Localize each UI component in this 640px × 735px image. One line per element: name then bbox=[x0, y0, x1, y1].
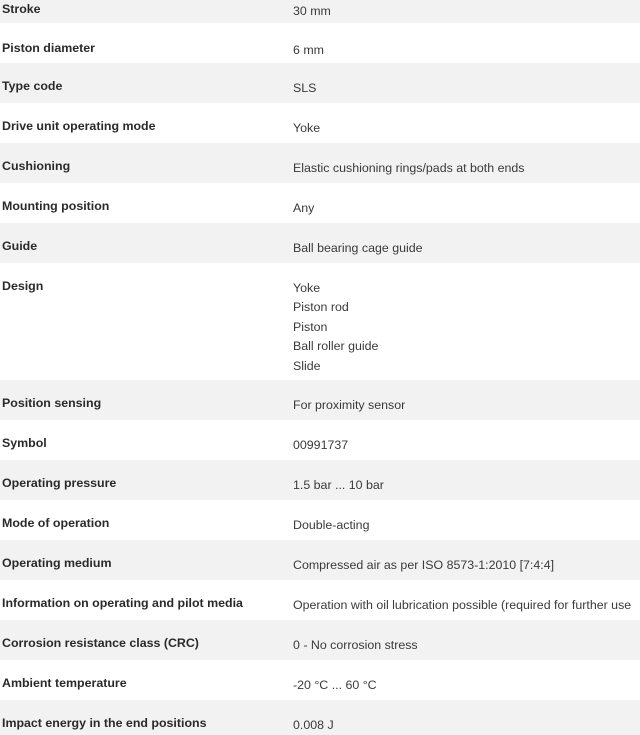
list-item: Yoke bbox=[293, 281, 321, 295]
row-value: For proximity sensor bbox=[293, 398, 406, 412]
row-label: Piston diameter bbox=[2, 41, 95, 55]
row-label: Operating medium bbox=[2, 556, 112, 570]
row-label: Corrosion resistance class (CRC) bbox=[2, 636, 199, 650]
row-label: Design bbox=[2, 279, 44, 293]
row-value: Ball bearing cage guide bbox=[293, 241, 423, 255]
row-label: Type code bbox=[2, 79, 63, 93]
row-value: SLS bbox=[293, 81, 317, 95]
row-value: Any bbox=[293, 201, 315, 215]
row-value-list bbox=[293, 277, 640, 380]
row-value: 00991737 bbox=[293, 438, 349, 452]
table-row bbox=[0, 460, 640, 500]
table-row bbox=[0, 223, 640, 263]
row-label: Stroke bbox=[2, 2, 41, 16]
table-row bbox=[0, 420, 640, 460]
row-value: Double-acting bbox=[293, 518, 370, 532]
row-label: Impact energy in the end positions bbox=[2, 716, 207, 730]
row-label: Symbol bbox=[2, 436, 47, 450]
row-value: 30 mm bbox=[293, 4, 331, 18]
row-label: Information on operating and pilot media bbox=[2, 596, 243, 610]
row-value: 1.5 bar ... 10 bar bbox=[293, 478, 384, 492]
row-label: Cushioning bbox=[2, 159, 71, 173]
row-value: Yoke bbox=[293, 121, 321, 135]
table-row bbox=[0, 103, 640, 143]
table-row bbox=[0, 183, 640, 223]
row-value: Elastic cushioning rings/pads at both ends bbox=[293, 161, 525, 175]
row-label: Mode of operation bbox=[2, 516, 110, 530]
table-row bbox=[0, 500, 640, 540]
table-row bbox=[0, 63, 640, 103]
table-row bbox=[0, 263, 640, 380]
row-label: Ambient temperature bbox=[2, 676, 127, 690]
row-value: 0.008 J bbox=[293, 718, 334, 732]
row-value: -20 °C ... 60 °C bbox=[293, 678, 377, 692]
list-item: Ball roller guide bbox=[293, 339, 379, 354]
table-row bbox=[0, 143, 640, 183]
table-row bbox=[0, 620, 640, 660]
table-row bbox=[0, 700, 640, 735]
table-row bbox=[0, 580, 640, 620]
row-value: Compressed air as per ISO 8573-1:2010 [7:4:4] bbox=[293, 558, 555, 572]
table-row bbox=[0, 23, 640, 63]
row-label: Guide bbox=[2, 239, 38, 253]
table-row bbox=[0, 660, 640, 700]
row-label: Drive unit operating mode bbox=[2, 119, 156, 133]
list-item: Piston rod bbox=[293, 300, 349, 315]
row-value: Operation with oil lubrication possible (required for further use bbox=[293, 598, 632, 612]
list-item: Slide bbox=[293, 358, 321, 373]
row-value: 6 mm bbox=[293, 43, 324, 57]
row-label: Operating pressure bbox=[2, 476, 117, 490]
list-item: Piston bbox=[293, 319, 328, 334]
row-value: 0 - No corrosion stress bbox=[293, 638, 418, 652]
row-label: Mounting position bbox=[2, 199, 110, 213]
table-row bbox=[0, 0, 640, 23]
table-row bbox=[0, 380, 640, 420]
row-label: Position sensing bbox=[2, 396, 102, 410]
table-row bbox=[0, 540, 640, 580]
